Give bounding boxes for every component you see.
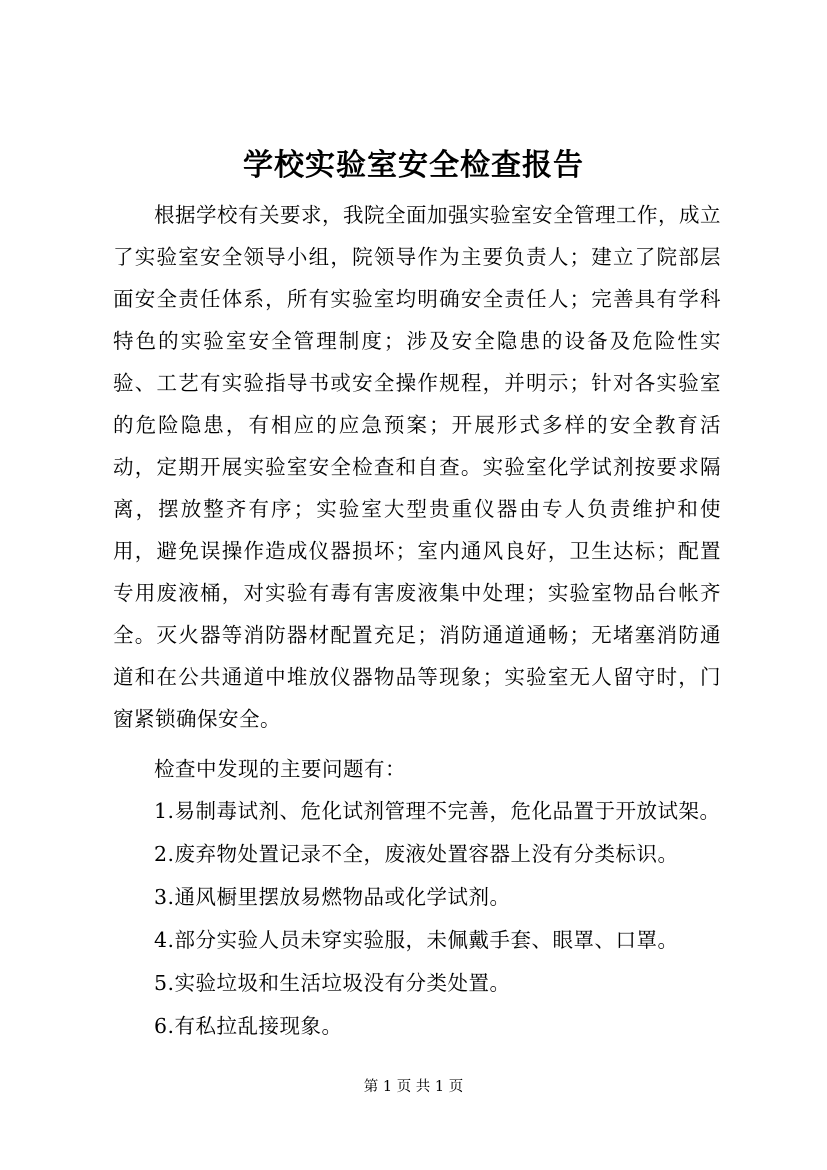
issue-item-4: 4.部分实验人员未穿实验服，未佩戴手套、眼罩、口罩。 (154, 928, 679, 952)
page-footer: 第 1 页 共 1 页 (363, 1079, 464, 1095)
issue-item-2: 2.废弃物处置记录不全，废液处置容器上没有分类标识。 (154, 842, 679, 866)
issue-list (113, 790, 721, 1048)
issue-item-6: 6.有私拉乱接现象。 (154, 1014, 343, 1038)
issues-heading: 检查中发现的主要问题有： (154, 757, 406, 781)
issue-item-3: 3.通风橱里摆放易燃物品或化学试剂。 (154, 885, 511, 909)
document-title: 学校实验室安全检查报告 (243, 148, 584, 183)
issue-item-1: 1.易制毒试剂、危化试剂管理不完善，危化品置于开放试架。 (154, 799, 721, 823)
document-body (113, 194, 721, 1048)
issue-item-5: 5.实验垃圾和生活垃圾没有分类处置。 (154, 971, 511, 995)
body-paragraph: 根据学校有关要求，我院全面加强实验室安全管理工作，成立了实验室安全领导小组，院领导作为主要负责人；建立了院部层面安全责任体系，所有实验室均明确安全责任人；完善具有学科特色的实验室安全管理制度；涉及安全隐患的设备及危险性实验、工艺有实验指导书或安全操作规程，并明示；针对各实验室的危险隐患，有相应的应急预案；开展形式多样的安全教育活动，定期开展实验室安全检查和自查。实验室化学试剂按要求隔离，摆放整齐有序；实验室大型贵重仪器由专人负责维护和使用，避免误操作造成仪器损坏；室内通风良好，卫生达标；配置专用废液桶，对实验有毒有害废液集中处理；实验室物品台帐齐全。灭火器等消防器材配置充足；消防通道通畅；无堵塞消防通道和在公共通道中堆放仪器物品等现象；实验室无人留守时，门窗紧锁确保安全。 (113, 203, 721, 731)
